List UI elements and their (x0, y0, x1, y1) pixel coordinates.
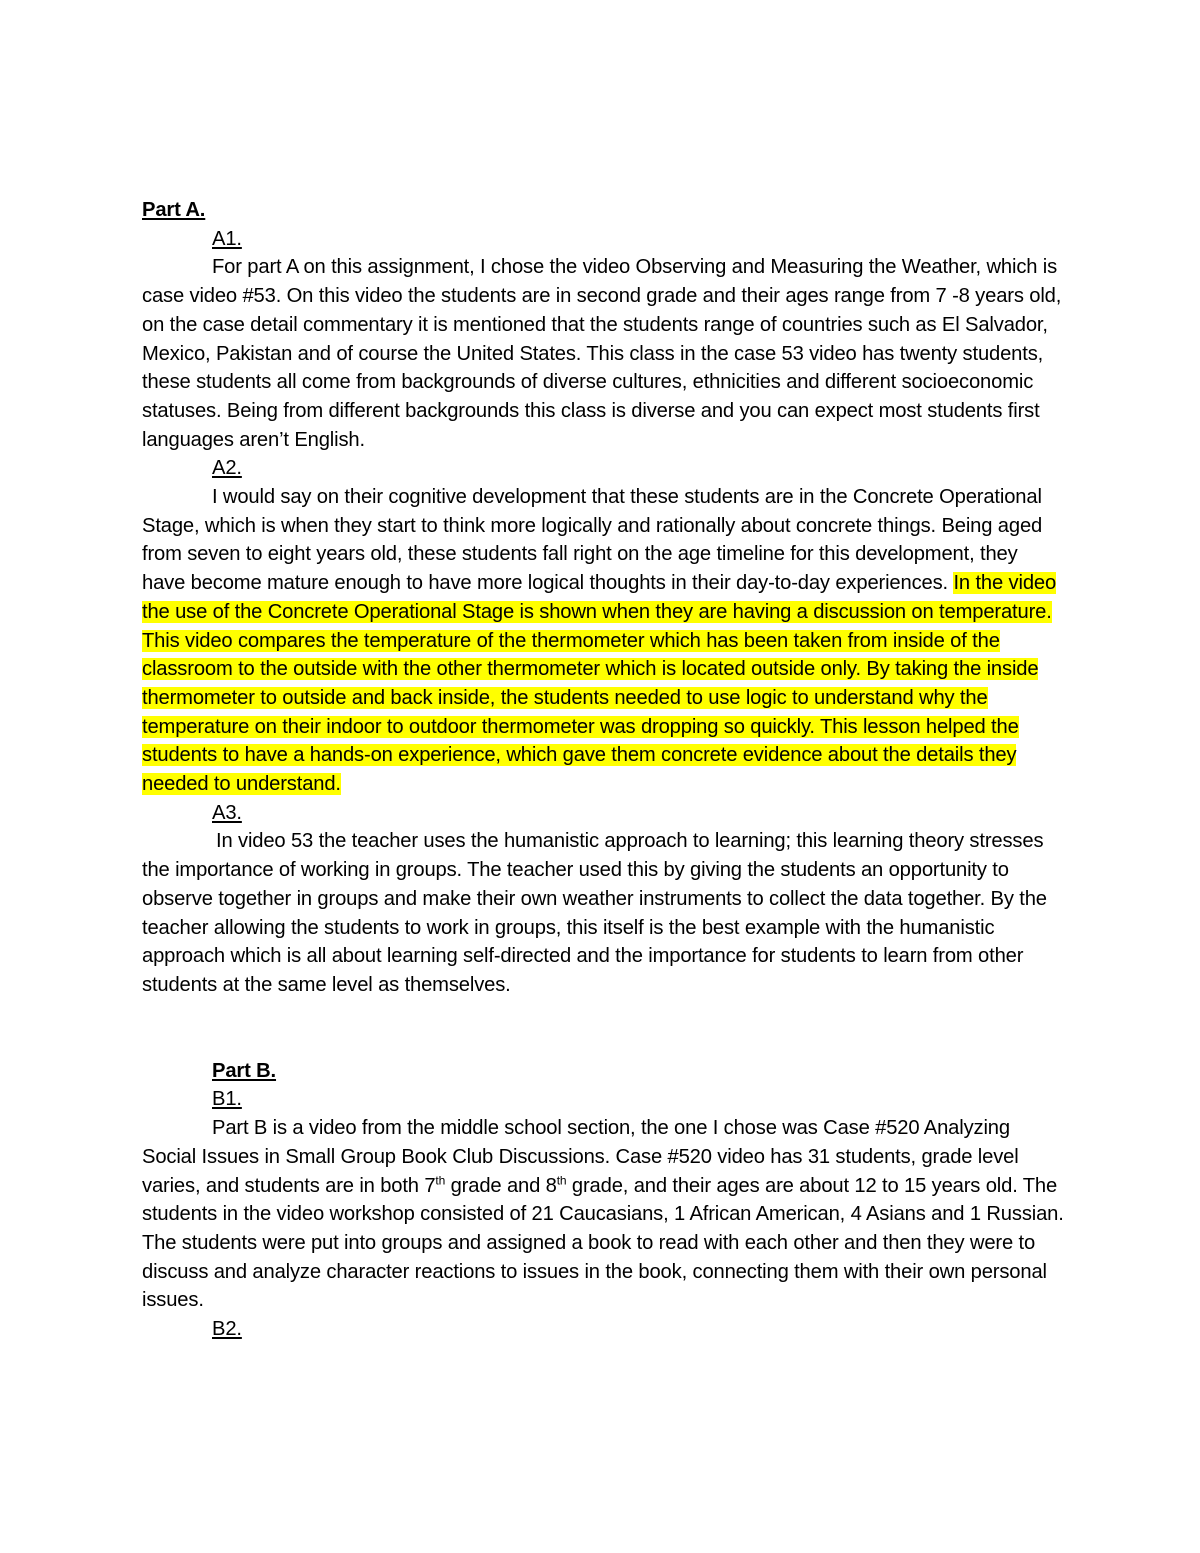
part-b-heading: Part B. (212, 1059, 277, 1082)
part-a-heading: Part A. (142, 199, 206, 221)
a2-text-highlighted: In the video the use of the Concrete Operational Stage is shown when they are having a discussion on temperature. This video compares the temperature of the thermometer which has been taken from inside of the classroom to the outside with the other thermometer which is located outside only. By taking the inside thermometer to outside and back inside, the students needed to use logic to understand why the temperature on their indoor to outdoor thermometer was dropping so quickly. This lesson helped the students to have a hands-on experience, which gave them concrete evidence about the details they needed to understand. (142, 572, 1057, 796)
b1-superscript-2: th (556, 1172, 567, 1187)
b1-text-3: grade, and their ages are about 12 to 15 years old. The students in the video workshop consisted of 21 Caucasians, 1 African American, 4 Asians and 1 Russian. The students were put into groups and assigned a book to read with each other and then they were to discuss and analyze character reactions to issues in the book, connecting them with their own personal issues. (142, 1174, 1064, 1312)
b1-superscript-1: th (435, 1172, 446, 1187)
b2-label: B2. (212, 1318, 242, 1341)
b1-paragraph (142, 1114, 1064, 1315)
document-page (142, 196, 1064, 1344)
a1-paragraph: For part A on this assignment, I chose the video Observing and Measuring the Weather, which is case video #53. On this video the students are in second grade and their ages range from 7 -8 years old, on the case detail commentary it is mentioned that the students range of countries such as El Salvador, Mexico, Pakistan and of course the United States. This class in the case 53 video has twenty students, these students all come from backgrounds of diverse cultures, ethnicities and different socioeconomic statuses. Being from different backgrounds this class is diverse and you can expect most students first languages aren’t English. (142, 256, 1062, 451)
b1-label: B1. (212, 1088, 242, 1111)
a3-paragraph: In video 53 the teacher uses the humanistic approach to learning; this learning theory stresses the importance of working in groups. The teacher used this by giving the students an opportunity to observe together in groups and make their own weather instruments to collect the data together. By the teacher allowing the students to work in groups, this itself is the best example with the humanistic approach which is all about learning self-directed and the importance for students to learn from other students at the same level as themselves. (142, 830, 1047, 996)
a1-label: A1. (212, 227, 242, 250)
b1-text-1: Part B is a video from the middle school section, the one I chose was Case #520 Analyzing Social Issues in Small Group Book Club Discussions. Case #520 video has 31 students, grade level varies, and students are in both 7 (142, 1117, 1019, 1197)
a2-label: A2. (212, 457, 242, 480)
a2-text-plain: I would say on their cognitive development that these students are in the Concrete Operational Stage, which is when they start to think more logically and rationally about concrete things. Being aged from seven to eight years old, these students fall right on the age timeline for this development, they have become mature enough to have more logical thoughts in their day-to-day experiences. (142, 486, 1043, 595)
section-gap (142, 1000, 1064, 1057)
b1-text-2: grade and 8 (445, 1174, 557, 1197)
a3-label: A3. (212, 801, 242, 824)
a2-paragraph (142, 483, 1064, 799)
